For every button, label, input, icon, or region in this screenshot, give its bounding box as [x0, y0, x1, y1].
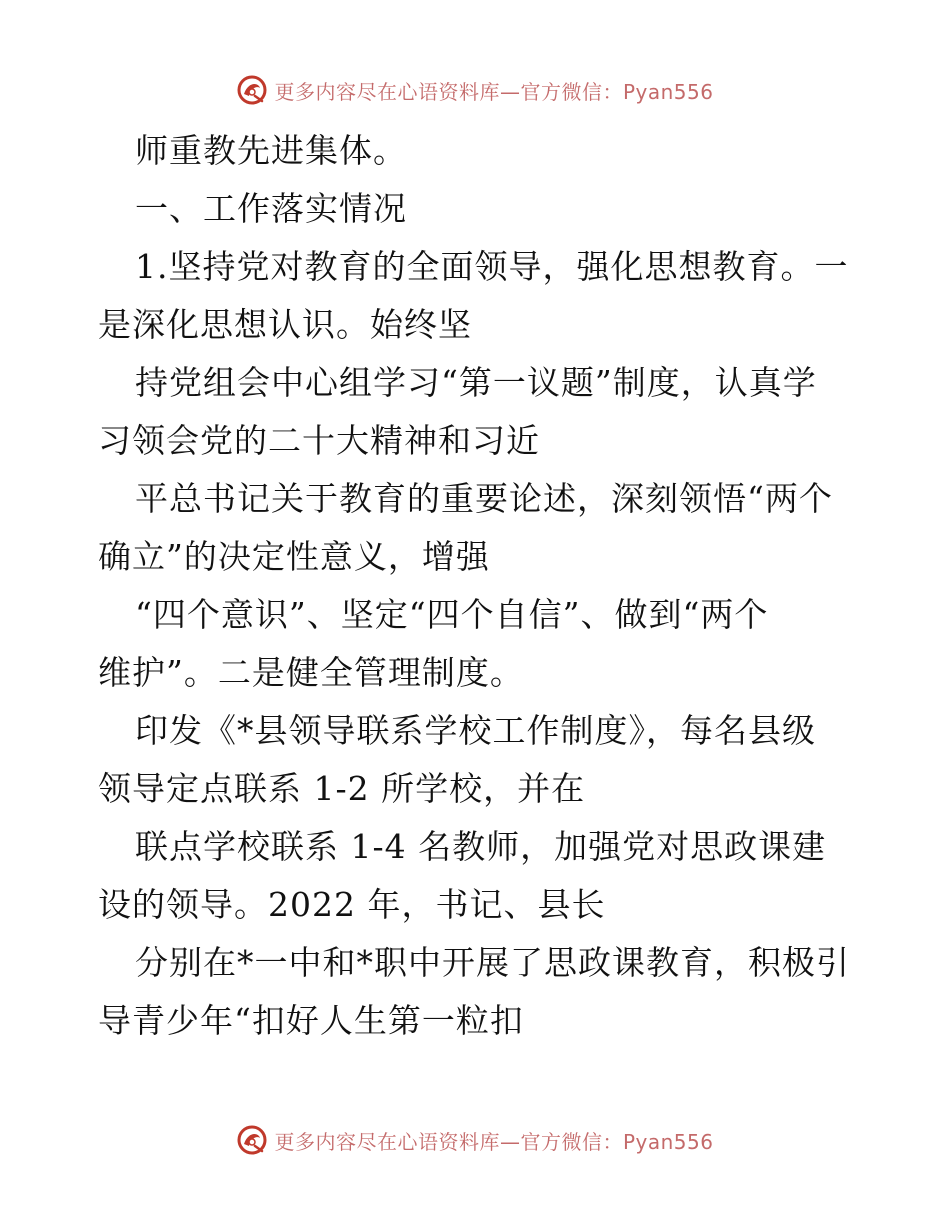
watermark-text: 更多内容尽在心语资料库—官方微信：Pyan556: [274, 79, 714, 104]
text-line: 设的领导。2022 年，书记、县长: [98, 885, 606, 924]
text-line: 习领会党的二十大精神和习近: [98, 421, 540, 460]
swirl-logo-icon: [236, 1124, 268, 1156]
text-line: 维护”。二是健全管理制度。: [98, 653, 524, 692]
text-line: 师重教先进集体。: [135, 131, 407, 170]
watermark-text: 更多内容尽在心语资料库—官方微信：Pyan556: [274, 1129, 714, 1154]
text-line: 1.坚持党对教育的全面领导，强化思想教育。一: [135, 247, 849, 286]
footer-watermark: [0, 1120, 950, 1160]
text-line: 分别在*一中和*职中开展了思政课教育，积极引: [135, 943, 850, 982]
text-line: 是深化思想认识。始终坚: [98, 305, 472, 344]
section-heading: 一、工作落实情况: [135, 189, 407, 228]
text-line: 导青少年“扣好人生第一粒扣: [98, 1001, 524, 1040]
text-line: “四个意识”、坚定“四个自信”、做到“两个: [135, 595, 769, 634]
document-body: [98, 122, 858, 1050]
text-line: 确立”的决定性意义，增强: [98, 537, 490, 576]
text-line: 印发《*县领导联系学校工作制度》，每名县级: [135, 711, 816, 750]
text-line: 持党组会中心组学习“第一议题”制度，认真学: [135, 363, 817, 402]
swirl-logo-icon: [236, 74, 268, 106]
text-line: 领导定点联系 1-2 所学校，并在: [98, 769, 586, 808]
text-line: 联点学校联系 1-4 名教师，加强党对思政课建: [135, 827, 827, 866]
text-line: 平总书记关于教育的重要论述，深刻领悟“两个: [135, 479, 833, 518]
header-watermark: [0, 70, 950, 110]
